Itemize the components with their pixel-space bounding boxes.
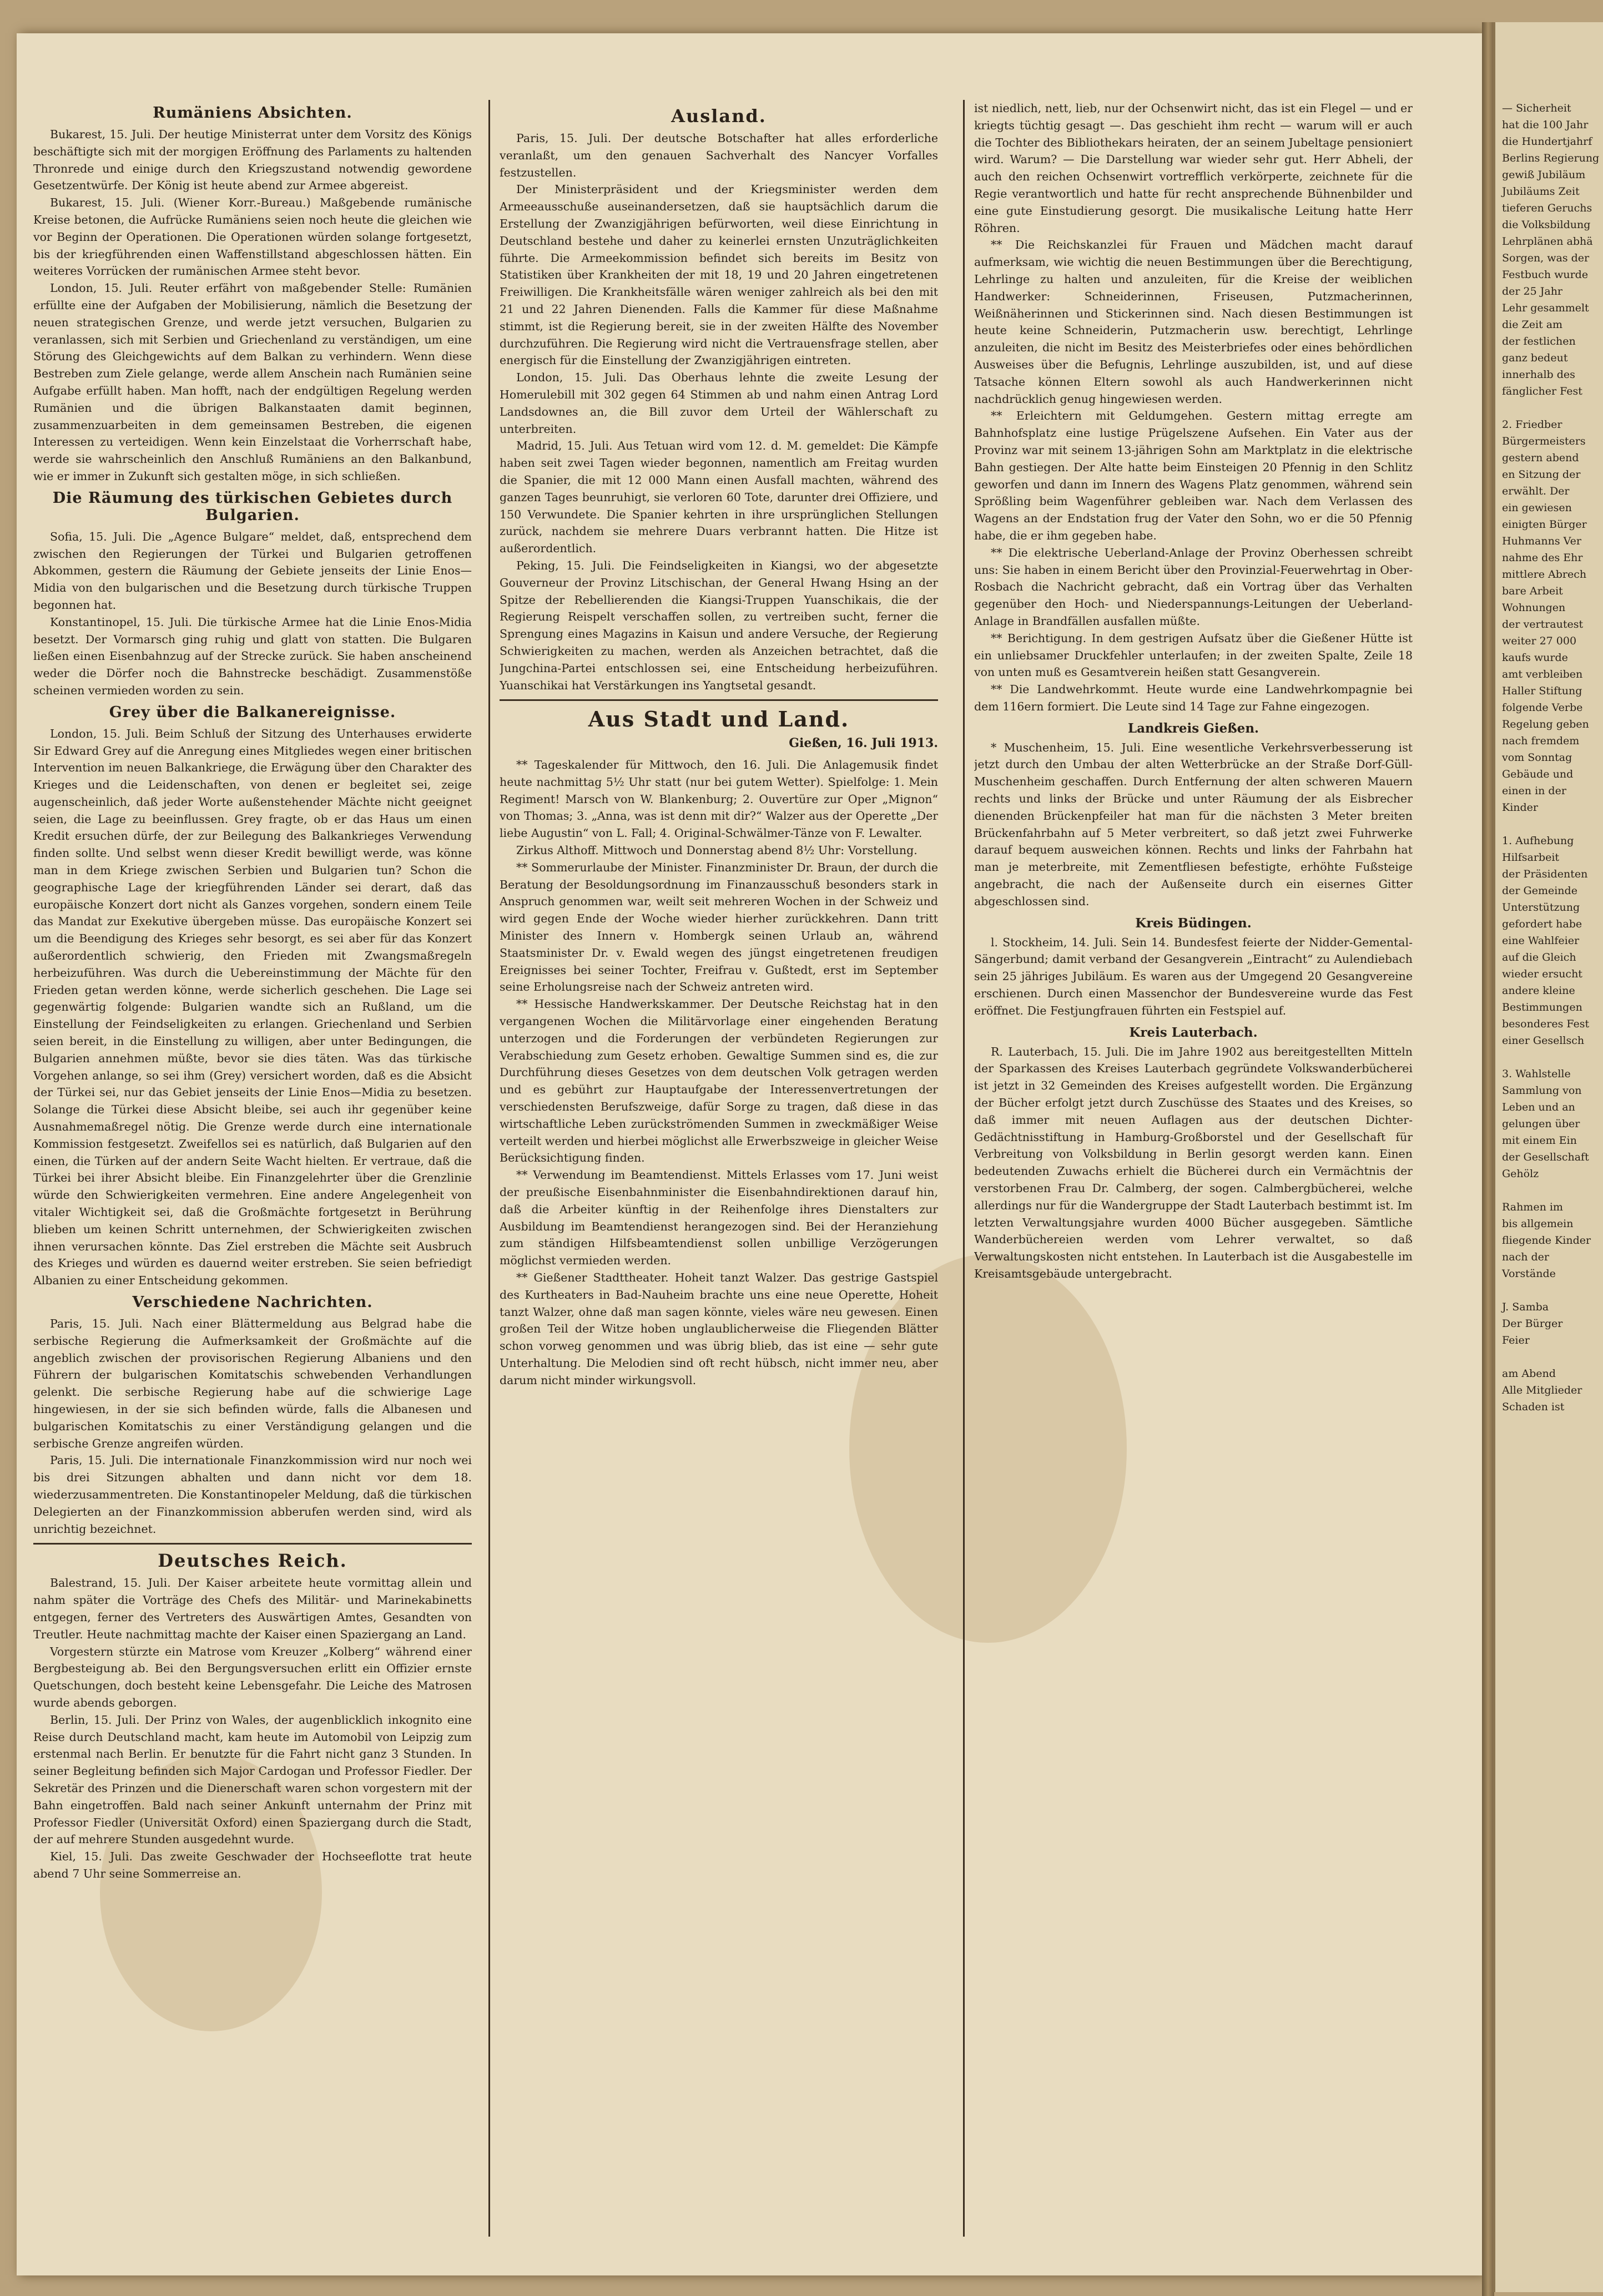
article-paragraph: ** Die Reichskanzlei für Frauen und Mädchen macht darauf aufmerksam, wie wichtig die neuen Bestimmungen über die Berechtigung, Lehrlinge zu halten und anzuleiten, für die Kreise der weiblichen Handwerker: Schneiderinnen, Friseusen, Putzmacherinnen, Weißnäherinnen und Stickerinnen sind. Nach diesen Bestimmungen ist heute keine Schneiderin, Putzmacherin usw. berechtigt, Lehrlinge anzuleiten, die nicht im Besitz des Meisterbriefes oder eines behördlichen Ausweises über die Befugnis, Lehrlinge auszubilden, ist, und auf diese Tatsache können Eltern sowohl als auch Handwerkerinnen nicht nachdrücklich genug hingewiesen werden.	[974, 238, 1413, 406]
adjacent-page-line: Sammlung von	[1502, 1084, 1582, 1097]
adjacent-page-line	[1502, 1282, 1601, 1299]
adjacent-page-line: besonderes Fest	[1502, 1018, 1590, 1030]
adjacent-page-line: Jubiläums Zeit	[1502, 185, 1580, 198]
adjacent-page-line: gefordert habe	[1502, 918, 1582, 930]
subsection-title: Kreis Büdingen.	[1135, 915, 1252, 931]
column-2	[500, 100, 938, 2263]
adjacent-page-line: hat die 100 Jahr	[1502, 119, 1589, 131]
adjacent-page-line: bis allgemein	[1502, 1218, 1574, 1230]
adjacent-page-line: Schaden ist	[1502, 1401, 1565, 1413]
adjacent-page-line: — Sicherheit	[1502, 102, 1571, 114]
adjacent-page-line: andere kleine	[1502, 985, 1575, 997]
adjacent-page-line: eine Wahlfeier	[1502, 935, 1580, 947]
article-paragraph: Berlin, 15. Juli. Der Prinz von Wales, der augenblicklich inkognito eine Reise durch Deutschland macht, kam heute im Automobil von Leipzig zum erstenmal nach Berlin. Er benutzte für die Fahrt nicht ganz 3 Stunden. In seiner Begleitung befinden sich Major Cardogan und Professor Fiedler. Der Sekretär des Prinzen und die Dienerschaft waren schon vorgestern mit der Bahn eingetroffen. Bald nach seiner Ankunft unternahm der Prinz mit Professor Fiedler (Universität Oxford) einen Spaziergang durch die Stadt, der auf mehrere Stunden ausgedehnt wurde.	[33, 1713, 472, 1846]
column-rule	[488, 100, 490, 2237]
adjacent-page-line: Der Bürger	[1502, 1318, 1563, 1330]
adjacent-page-line: der festlichen	[1502, 335, 1576, 347]
adjacent-page-line: Gebäude und	[1502, 768, 1574, 780]
column-1	[33, 100, 472, 2263]
adjacent-page-line: Regelung geben	[1502, 718, 1589, 730]
adjacent-page-line: weiter 27 000	[1502, 635, 1577, 647]
adjacent-page-line: Bürgermeisters	[1502, 435, 1586, 447]
section-title: Grey über die Balkanereignisse.	[109, 703, 396, 721]
article-paragraph: ** Gießener Stadttheater. Hoheit tanzt Walzer. Das gestrige Gastspiel des Kurtheaters in Bad-Nauheim brachte uns eine neue Operette, Hoheit tanzt Walzer, ohne daß man sagen könnte, vieles wäre neu gewesen. Einen großen Teil der Witze hoben unglaublicherweise die Fliegenden Blätter schon vorweg genommen und was übrig blieb, das ist eine — sehr gute Unterhaltung. Die Melodien sind oft recht hübsch, nicht immer neu, aber darum nicht minder wirkungsvoll.	[500, 1271, 938, 1387]
article-paragraph: London, 15. Juli. Reuter erfährt von maßgebender Stelle: Rumänien erfüllte eine der Aufgaben der Mobilisierung, nämlich die Besetzung der neuen strategischen Grenze, und werde jetzt versuchen, Bulgarien zu veranlassen, sich mit Serbien und Griechenland zu verständigen, um eine Störung des Gleichgewichts auf dem Balkan zu verhindern. Wenn diese Bestreben zum Ziele gelange, werde allem Anschein nach Rumänien seine Aufgabe erfüllt haben. Man hofft, nach der endgültigen Regelung werden Rumänien und die übrigen Balkanstaaten damit beginnen, zusammenzuarbeiten in dem gemeinsamen Bestreben, die eigenen Interessen zu verteidigen. Wenn kein Einzelstaat die Vorherrschaft habe, werde sie wahrscheinlich den Anschluß Rumäniens an den Balkanbund, wie er immer in Zukunft sich gestalten möge, in sich schließen.	[33, 281, 472, 483]
adjacent-page-line: Kinder	[1502, 801, 1538, 814]
article-paragraph: Balestrand, 15. Juli. Der Kaiser arbeitete heute vormittag allein und nahm später die Vorträge des Chefs des Militär- und Marinekabinetts entgegen, ferner des Vertreters des Auswärtigen Amtes, Gesandten von Treutler. Heute nachmittag machte der Kaiser einen Spaziergang an Land.	[33, 1576, 472, 1641]
article-paragraph: Paris, 15. Juli. Nach einer Blättermeldung aus Belgrad habe die serbische Regierung die Aufmerksamkeit der Großmächte auf die angeblich zwischen der provisorischen Regierung Albaniens und den Führern der bulgarischen Komitatschis schwebenden Verhandlungen gelenkt. Die serbische Regierung habe auf die schwierige Lage hingewiesen, in der sie sich befinden würde, falls die Albanesen und bulgarischen Komitatschis zu einer Verständigung gelangen und die serbische Grenze angreifen würden.	[33, 1317, 472, 1450]
column-3	[974, 100, 1413, 2263]
adjacent-page-line: einer Gesellsch	[1502, 1035, 1585, 1047]
adjacent-page-line: einigten Bürger	[1502, 518, 1587, 531]
adjacent-page-line: J. Samba	[1502, 1301, 1549, 1313]
adjacent-page-line	[1502, 1182, 1601, 1199]
adjacent-page-line: Lehrplänen abhä	[1502, 235, 1593, 248]
adjacent-page-line: ganz bedeut	[1502, 352, 1568, 364]
article-paragraph: * Muschenheim, 15. Juli. Eine wesentliche Verkehrsverbesserung ist jetzt durch den Umbau der alten Wetterbrücke an der Straße Dorf-Güll-Muschenheim geschaffen. Durch Entfernung der alten schweren Mauern rechts und links der Brücke und unter Räumung der als Eisbrecher dienenden Brückenpfeiler hat man für die nächsten 3 Meter breiten Brückenfahrbahn auf 5 Meter verbreitert, so daß jetzt zwei Fuhrwerke darauf bequem ausweichen können. Rechts und links der Fahrbahn hat man je meterbreite, mit Zementfliesen befestigte, erhöhte Fußsteige angebracht, die nach der Außenseite durch ein eisernes Gitter abgeschlossen sind.	[974, 740, 1413, 908]
adjacent-page-line: am Abend	[1502, 1367, 1556, 1380]
adjacent-page-line: der Präsidenten	[1502, 868, 1588, 880]
article-paragraph: ** Sommerurlaube der Minister. Finanzminister Dr. Braun, der durch die Beratung der Besoldungsordnung im Finanzausschuß besonders stark in Anspruch genommen war, weilt seit mehreren Wochen in der Schweiz und wird gegen Ende der Woche wieder hierher zurückkehren. Dann tritt Minister des Innern v. Hombergk seinen Urlaub an, während Staatsminister Dr. v. Ewald wegen des jüngst eingetretenen freudigen Ereignisses bei seiner Tochter, Freifrau v. Gußtedt, erst im September seine Erholungsreise nach der Schweiz antreten wird.	[500, 860, 938, 994]
adjacent-page-line: Wohnungen	[1502, 602, 1566, 614]
article-paragraph: Bukarest, 15. Juli. Der heutige Ministerrat unter dem Vorsitz des Königs beschäftigte sich mit der morgigen Eröffnung des Parlaments zu haltenden Thronrede und einige durch den Kriegszustand notwendig gewordene Gesetzentwürfe. Der König ist heute abend zur Armee abgereist.	[33, 128, 472, 193]
article-paragraph: Der Ministerpräsident und der Kriegsminister werden dem Armeeausschuße auseinandersetzen, daß sie hauptsächlich darum die Erstellung der Zwanzigjährigen befürworten, weil diese Einrichtung in Deutschland bestehe und daher zu keinerlei ernsten Unzuträglichkeiten führte. Die Armeekommission befindet sich bereits im Besitz von Statistiken über Krankheiten der mit 18, 19 und 20 Jahren eingetretenen Freiwilligen. Die Krankheitsfälle wären weniger zahlreich als bei den mit 21 und 22 Jahren Dienenden. Falls die Kammer für diese Maßnahme stimmt, ist die Regierung bereit, sie in der zweiten Hälfte des November durchzuführen. Die Regierung wird nicht die Vertrauensfrage stellen, aber energisch für die Einstellung der Zwanzigjährigen eintreten.	[500, 183, 938, 367]
adjacent-page-line: Unterstützung	[1502, 901, 1580, 914]
adjacent-page-line: gewiß Jubiläum	[1502, 169, 1586, 181]
section-title: Verschiedene Nachrichten.	[132, 1294, 373, 1311]
adjacent-page-line: die Hundertjahrf	[1502, 135, 1592, 148]
adjacent-page-line: Festbuch wurde	[1502, 269, 1589, 281]
section-rule	[500, 699, 938, 701]
adjacent-page-line: fliegende Kinder	[1502, 1234, 1591, 1247]
adjacent-page-strip	[1493, 22, 1603, 2292]
adjacent-page-line: innerhalb des	[1502, 369, 1575, 381]
adjacent-page-line: der Gesellschaft	[1502, 1151, 1589, 1163]
article-paragraph: Paris, 15. Juli. Die internationale Finanzkommission wird nur noch wei bis drei Sitzungen abhalten und dann nicht vor dem 18. wiederzusammentreten. Die Konstantinopeler Meldung, daß die türkischen Delegierten an der Finanzkommission abberufen werden sind, wird als unrichtig bezeichnet.	[33, 1454, 472, 1536]
adjacent-page-line: Alle Mitglieder	[1502, 1384, 1582, 1396]
adjacent-page-line	[1502, 400, 1601, 416]
section-title: Aus Stadt und Land.	[588, 707, 850, 732]
article-paragraph: Kiel, 15. Juli. Das zweite Geschwader der Hochseeflotte trat heute abend 7 Uhr seine Sommerreise an.	[33, 1850, 472, 1880]
adjacent-page-line	[1502, 1049, 1601, 1066]
adjacent-page-line: die Volksbildung	[1502, 219, 1591, 231]
adjacent-page-line: gelungen über	[1502, 1118, 1580, 1130]
adjacent-page-line: mittlere Abrech	[1502, 568, 1587, 581]
article-paragraph: ** Tageskalender für Mittwoch, den 16. Juli. Die Anlagemusik findet heute nachmittag 5½ Uhr statt (nur bei gutem Wetter). Spielfolge: 1. Mein Regiment! Marsch von W. Blankenburg; 2. Ouvertüre zur Oper „Mignon“ von Thomas; 3. „Anna, was ist denn mit dir?“ Walzer aus der Operette „Der liebe Augustin“ von L. Fall; 4. Original-Schwälmer-Tänze von F. Lewalter.	[500, 758, 938, 840]
adjacent-page-line: amt verbleiben	[1502, 668, 1583, 680]
adjacent-page-line: nach der	[1502, 1251, 1549, 1263]
adjacent-page-line: Sorgen, was der	[1502, 252, 1590, 264]
article-paragraph: R. Lauterbach, 15. Juli. Die im Jahre 1902 aus bereitgestellten Mitteln der Sparkassen des Kreises Lauterbach gegründete Volkswanderbücherei ist jetzt in 32 Gemeinden des Kreises aufgestellt worden. Die Ergänzung der Bücher erfolgt jetzt durch Zuschüsse des Staates und des Kreises, so daß immer mit neuen Auflagen aus der deutschen Dichter-Gedächtnisstiftung in Hamburg-Großborstel und der Gesellschaft für Verbreitung von Volksbildung in Berlin gesorgt werden kann. Einen bedeutenden Zuwachs erhielt die Bücherei durch ein Vermächtnis der verstorbenen Frau Dr. Calmberg, der sogen. Calmbergbücherei, welche allerdings nur für die Wandergruppe der Stadt Lauterbach bestimmt ist. Im letzten Verwaltungsjahre wurden 4000 Bücher ausgegeben. Sämtliche Wanderbüchereien werden vom Lehrer verwaltet, so daß Verwaltungskosten nicht entstehen. In Lauterbach ist die Ausgabestelle im Kreisamtsgebäude untergebracht.	[974, 1044, 1413, 1280]
adjacent-page-line: folgende Verbe	[1502, 702, 1583, 714]
section-title: Deutsches Reich.	[158, 1550, 347, 1572]
article-paragraph: l. Stockheim, 14. Juli. Sein 14. Bundesfest feierte der Nidder-Gemental-Sängerbund; damit verband der Gesangverein „Eintracht“ zu Aulendiebach sein 25 jähriges Jubiläum. Es waren aus der Umgegend 20 Gesangvereine erschienen. Durch einen Massenchor der Bundesvereine wurde das Fest eröffnet. Die Festjungfrauen führten ein Festspiel auf.	[974, 935, 1413, 1017]
adjacent-page-line: die Zeit am	[1502, 319, 1563, 331]
adjacent-page-text	[1495, 22, 1603, 1415]
adjacent-page-line: Huhmanns Ver	[1502, 535, 1581, 547]
adjacent-page-line: nach fremdem	[1502, 735, 1580, 747]
page-fold	[1482, 22, 1494, 2296]
column-rule	[963, 100, 965, 2237]
article-paragraph: ** Berichtigung. In dem gestrigen Aufsatz über die Gießener Hütte ist ein unliebsamer Druckfehler unterlaufen; in der zweiten Spalte, Zeile 18 von unten muß es Gesamtverein heißen statt Gesangverein.	[974, 631, 1413, 679]
article-paragraph: Konstantinopel, 15. Juli. Die türkische Armee hat die Linie Enos-Midia besetzt. Der Vormarsch ging ruhig und glatt von statten. Die Bulgaren ließen einen Eisenbahnzug auf der Strecke zurück. Sie haben anscheinend weder die Dörfer noch die Bahnstrecke beschädigt. Zusammenstöße scheinen vermieden worden zu sein.	[33, 615, 472, 697]
article-paragraph: Vorgestern stürzte ein Matrose vom Kreuzer „Kolberg“ während einer Bergbesteigung ab. Bei den Bergungsversuchen erlitt ein Offizier ernste Quetschungen, doch besteht keine Lebensgefahr. Die Leiche des Matrosen wurde abends geborgen.	[33, 1644, 472, 1709]
article-paragraph: ** Hessische Handwerkskammer. Der Deutsche Reichstag hat in den vergangenen Wochen die Militärvorlage einer eingehenden Beratung unterzogen und die Forderungen der verbündeten Regierungen zur Verabschiedung zum Gesetz erhoben. Gewaltige Summen sind es, die zur Durchführung dieses Gesetzes von dem deutschen Volk getragen werden und es gebührt zur Hauptaufgabe der Interessenvertretungen der verschiedensten Berufszweige, dafür Sorge zu tragen, daß diese in das wirtschaftliche Leben zurückströmenden Summen in zweckmäßiger Weise verteilt werden und hierbei möglichst alle Erwerbszweige in gleicher Weise Berücksichtigung finden.	[500, 997, 938, 1165]
adjacent-page-line: 3. Wahlstelle	[1502, 1068, 1571, 1080]
adjacent-page-line: Gehölz	[1502, 1168, 1539, 1180]
article-paragraph: Zirkus Althoff. Mittwoch und Donnerstag abend 8½ Uhr: Vorstellung.	[516, 844, 918, 857]
adjacent-page-line: Rahmen im	[1502, 1201, 1563, 1213]
adjacent-page-line: Leben und an	[1502, 1101, 1575, 1113]
article-paragraph: Paris, 15. Juli. Der deutsche Botschafter hat alles erforderliche veranlaßt, um den genauen Sachverhalt des Nancyer Vorfalles festzustellen.	[500, 132, 938, 179]
article-paragraph: London, 15. Juli. Das Oberhaus lehnte die zweite Lesung der Homerulebill mit 302 gegen 64 Stimmen ab und nahm einen Antrag Lord Landsdownes an, die Bill zuvor dem Urteil der Wählerschaft zu unterbreiten.	[500, 371, 938, 436]
adjacent-page-line: der 25 Jahr	[1502, 285, 1563, 297]
article-paragraph: ** Verwendung im Beamtendienst. Mittels Erlasses vom 17. Juni weist der preußische Eisenbahnminister die Eisenbahndirektionen darauf hin, daß die Arbeiter künftig in der Reihenfolge ihres Dienstalters zur Ausbildung im Beamtendienst herangezogen sind. Bei der Heranziehung zum ständigen Hilfsbeamtendienst sollen unbillige Verzögerungen möglichst vermieden werden.	[500, 1168, 938, 1268]
section-title: Ausland.	[671, 105, 767, 127]
adjacent-page-line: bare Arbeit	[1502, 585, 1563, 597]
adjacent-page-line: der Gemeinde	[1502, 885, 1577, 897]
article-paragraph: Bukarest, 15. Juli. (Wiener Korr.-Bureau.) Maßgebende rumänische Kreise betonen, die Aufrücke Rumäniens seien noch heute die gleichen wie vor Beginn der Operationen. Die Operationen würden solange fortgesetzt, bis der kriegführenden einen Waffenstillstand abgeschlossen hätten. Ein weiteres Vorrücken der rumänischen Armee steht bevor.	[33, 196, 472, 278]
article-paragraph: Madrid, 15. Juli. Aus Tetuan wird vom 12. d. M. gemeldet: Die Kämpfe haben seit zwei Tagen wieder begonnen, namentlich am Freitag wurden die Spanier, die mit 12 000 Mann einen Ausfall machten, während des ganzen Tages beunruhigt, sie verloren 60 Tote, darunter drei Offiziere, und 150 Verwundete. Die Spanier kehrten in ihre ursprünglichen Stellungen zurück, nachdem sie mehrere Duars verbrannt hatten. Die Hitze ist außerordentlich.	[500, 439, 938, 556]
section-rule	[33, 1543, 472, 1545]
adjacent-page-line: Bestimmungen	[1502, 1001, 1582, 1013]
adjacent-page-line: gestern abend	[1502, 452, 1579, 464]
adjacent-page-line: fänglicher Fest	[1502, 385, 1582, 397]
adjacent-page-line: en Sitzung der	[1502, 468, 1581, 481]
adjacent-page-line: einen in der	[1502, 785, 1566, 797]
adjacent-page-line: 2. Friedber	[1502, 418, 1562, 431]
adjacent-page-line: Hilfsarbeit	[1502, 851, 1560, 864]
article-paragraph: ** Die elektrische Ueberland-Anlage der Provinz Oberhessen schreibt uns: Sie haben in einem Bericht über den Provinzial-Feuerwehrtag in Ober-Rosbach die Nachricht gebracht, daß ein Vortrag über das Verhalten gegenüber den Hoch- und Niederspannungs-Leitungen der Ueberland-Anlage in Brandfällen ausfallen müßte.	[974, 546, 1413, 628]
adjacent-page-line: Feier	[1502, 1334, 1530, 1346]
adjacent-page-line: Vorstände	[1502, 1268, 1556, 1280]
adjacent-page-line: der vertrautest	[1502, 618, 1584, 630]
adjacent-page-line: vom Sonntag	[1502, 751, 1572, 764]
article-paragraph: ** Erleichtern mit Geldumgehen. Gestern mittag erregte am Bahnhofsplatz eine lustige Prügelszene Aufsehen. Ein Vater aus der Provinz war mit seinem 13-jährigen Sohn am Marktplatz in die elektrische Bahn gestiegen. Der Alte hatte beim Einsteigen 20 Pfennig in den Schlitz geworfen und dann im Innern des Wagens Platz genommen, während sein Sprößling beim Wagenführer gebleiben war. Nach dem Verlassen des Wagens an der Endstation frug der Vater den Sohn, wo er die 50 Pfennig habe, die er ihm gegeben habe.	[974, 409, 1413, 542]
article-paragraph: Peking, 15. Juli. Die Feindseligkeiten in Kiangsi, wo der abgesetzte Gouverneur der Provinz Litschischan, der General Hwang Hsing an der Spitze der Rebellierenden die Kiangsi-Truppen Yuanschikais, die der Regierung Reispelt verschaffen sollen, zu vertreiben sucht, ferner die Sprengung eines Magazins in Kaisun und andere Versuche, der Regierung Schwierigkeiten zu machen, werden als Anzeichen betrachtet, daß die Jungchina-Partei entschlossen sei, eine Entscheidung herbeizuführen. Yuanschikai hat Verstärkungen ins Yangtsetal gesandt.	[500, 558, 938, 692]
adjacent-page-line	[1502, 1349, 1601, 1365]
subsection-title: Kreis Lauterbach.	[1129, 1025, 1258, 1040]
article-paragraph: London, 15. Juli. Beim Schluß der Sitzung des Unterhauses erwiderte Sir Edward Grey auf die Anregung eines Mitgliedes wegen einer britischen Intervention im neuen Balkankriege, die Erwägung über den Charakter des Krieges und die Leidenschaften, von denen er begleitet sei, zeige augenscheinlich, daß jeder Worte außenstehender Mächte nicht geeignet seien, die Lage zu beeinflussen. Grey fragte, ob er das Haus um einen Kredit ersuchen dürfe, der zur Beilegung des Balkankrieges Verwendung finden sollte. Und selbst wenn dieser Kredit bewilligt werde, was könne man in dem Kriege zwischen Serbien und Bulgarien tun? Schon die geographische Lage der kriegführenden Länder sei derart, daß das europäische Konzert dort nicht als Ganzes vorgehen, sondern einem Teile das Mandat zur Exekutive übergeben müsse. Das europäische Konzert sei um die Beendigung des Krieges sehr besorgt, es sei aber für das Konzert außerordentlich schwierig, den Frieden mit Zwangsmaßregeln herbeizuführen. Was durch die Uebereinstimmung der Mächte für den Frieden getan werden könne, werde sicherlich geschehen. Die Lage sei gegenwärtig folgende: Bulgarien wandte sich an Rußland, um die Einstellung der Feindseligkeiten zu erlangen. Griechenland und Serbien seien bereit, in die Einstellung zu willigen, aber unter Bedingungen, die Bulgarien annehmen müßte, bevor sie dies täten. Was das türkische Vorgehen anlange, so sei ihm (Grey) versichert worden, daß es die Absicht der Türkei sei, nur das Gebiet jenseits der Linie Enos—Midia zu besetzen. Solange die Türkei diese Absicht bleibe, sei auch ihr gegenüber keine Ausnahmemaßregel nötig. Die Grenze werde durch eine internationale Kommission festgesetzt. Zweifellos sei es natürlich, daß Bulgarien auf den einen, die Türken auf der andern Seite Wacht hielten. Er vertraue, daß die Türkei bei ihrer Absicht bleibe. Ein Finanzgelehrter über die Grenzlinie würde den Schwierigkeiten vermehren. Eine andere Angelegenheit von vitaler Wichtigkeit sei, daß die Großmächte fortgesetzt in Berührung blieben um keinen Schritt unternehmen, der Schwierigkeiten zwischen ihnen verursachen könnte. Das Ziel erstreben die Mächte seit Ausbruch des Krieges und würden es dauernd weiter erstreben. Sie seien befriedigt Albanien zu einer Entscheidung gekommen.	[33, 726, 472, 1288]
adjacent-page-line: Haller Stiftung	[1502, 685, 1582, 697]
dateline: Gießen, 16. Juli 1913.	[789, 736, 938, 751]
adjacent-page-line: ein gewiesen	[1502, 502, 1572, 514]
adjacent-page-line: kaufs wurde	[1502, 652, 1568, 664]
adjacent-page-line: mit einem Ein	[1502, 1134, 1577, 1147]
adjacent-page-line: wieder ersucht	[1502, 968, 1582, 980]
article-paragraph: Sofia, 15. Juli. Die „Agence Bulgare“ meldet, daß, entsprechend dem zwischen den Regierungen der Türkei und Bulgarien getroffenen Abkommen, gestern die Räumung der Gebiete jenseits der Linie Enos—Midia von den bulgarischen und die Besetzung durch türkische Truppen begonnen hat.	[33, 529, 472, 612]
section-title: Rumäniens Absichten.	[153, 104, 352, 122]
adjacent-page-line: auf die Gleich	[1502, 951, 1576, 963]
section-title: Die Räumung des türkischen Gebietes durch Bulgarien.	[52, 489, 453, 524]
adjacent-page-line: erwählt. Der	[1502, 485, 1570, 497]
adjacent-page-line: Lehr gesammelt	[1502, 302, 1589, 314]
adjacent-page-line: tieferen Geruchs	[1502, 202, 1592, 214]
adjacent-page-line	[1502, 816, 1601, 832]
adjacent-page-line: 1. Aufhebung	[1502, 835, 1574, 847]
article-paragraph: ** Die Landwehrkommt. Heute wurde eine Landwehrkompagnie bei dem 116ern formiert. Die Leute sind 14 Tage zur Fahne eingezogen.	[974, 683, 1413, 713]
subsection-title: Landkreis Gießen.	[1127, 720, 1259, 736]
article-paragraph: ist niedlich, nett, lieb, nur der Ochsenwirt nicht, das ist ein Flegel — und er kriegts tüchtig gesagt —. Das geschieht ihm recht — warum will er auch die Tochter des Bibliothekars heiraten, der an seinem Jubeltage pensioniert wird. Warum? — Die Darstellung war wieder sehr gut. Herr Abheli, der auch den reichen Ochsenwirt vortrefflich verkörperte, zeichnete für die Regie verantwortlich und hatte für recht ansprechende Bühnenbilder und eine gute Einstudierung gesorgt. Die musikalische Leitung hatte Herr Röhren.	[974, 102, 1413, 235]
adjacent-page-line: Berlins Regierung	[1502, 152, 1600, 164]
adjacent-page-line: nahme des Ehr	[1502, 552, 1583, 564]
